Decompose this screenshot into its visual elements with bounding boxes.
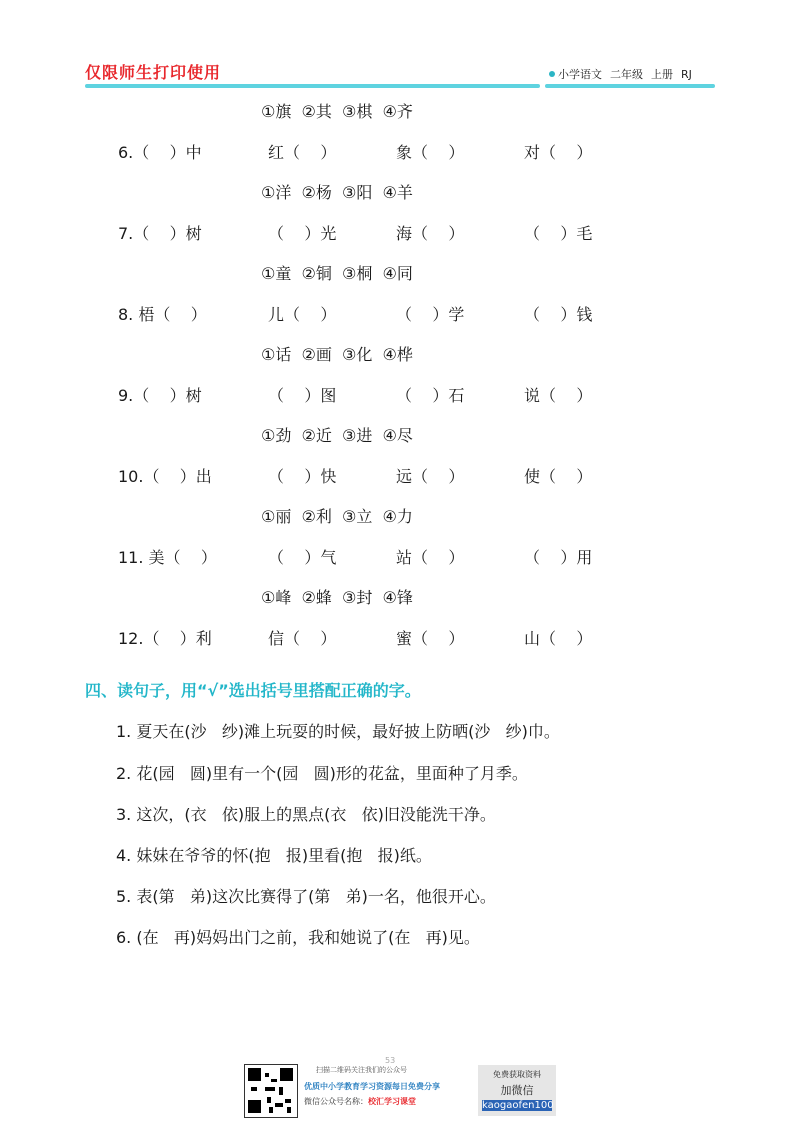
- print-restriction-label: 仅限师生打印使用: [85, 63, 222, 82]
- question-item: 8. 梧（ ）: [118, 305, 207, 324]
- question-item: 10.（ ）出: [118, 467, 212, 486]
- options-row: ①童 ②铜 ③桐 ④同: [261, 264, 413, 283]
- scan-qr-text: 扫描二维码关注我们的公众号: [316, 1066, 407, 1074]
- question-blank: 远（ ）: [396, 467, 465, 486]
- question-blank: 站（ ）: [396, 548, 465, 567]
- grade-label: 二年级: [610, 68, 643, 81]
- header-book-info: [549, 66, 692, 82]
- question-blank: （ ）快: [268, 467, 337, 486]
- question-blank: （ ）用: [524, 548, 593, 567]
- question-blank: （ ）钱: [524, 305, 593, 324]
- promo-text: 优质中小学教育学习资源每日免费分享: [304, 1082, 440, 1091]
- question-item: 6.（ ）中: [118, 143, 202, 162]
- question-blank: （ ）学: [396, 305, 465, 324]
- options-row: ①丽 ②利 ③立 ④力: [261, 507, 413, 526]
- question-item: 9.（ ）树: [118, 386, 202, 405]
- section-4-heading: 四、读句子，用“√”选出括号里搭配正确的字。: [85, 681, 421, 700]
- options-row: ①劲 ②近 ③进 ④尽: [261, 426, 413, 445]
- question-blank: （ ）毛: [524, 224, 593, 243]
- sentence-item: 2. 花(园 圆)里有一个(园 圆)形的花盆，里面种了月季。: [116, 764, 528, 783]
- sentence-item: 1. 夏天在(沙 纱)滩上玩耍的时候，最好披上防晒(沙 纱)巾。: [116, 722, 560, 741]
- qr-code-icon: [244, 1064, 298, 1118]
- question-blank: （ ）光: [268, 224, 337, 243]
- page-number: 53: [385, 1056, 396, 1065]
- question-blank: 红（ ）: [268, 143, 337, 162]
- question-blank: 使（ ）: [524, 467, 593, 486]
- wechat-account-text: 微信公众号名称：校汇学习课堂: [304, 1097, 416, 1106]
- question-blank: 信（ ）: [268, 629, 337, 648]
- question-blank: 说（ ）: [524, 386, 593, 405]
- question-blank: 蜜（ ）: [396, 629, 465, 648]
- question-blank: （ ）石: [396, 386, 465, 405]
- header-divider-left: [85, 84, 540, 88]
- question-blank: 对（ ）: [524, 143, 593, 162]
- options-row: ①话 ②画 ③化 ④桦: [261, 345, 413, 364]
- add-wechat-label: 加微信: [500, 1084, 534, 1097]
- sentence-item: 3. 这次，(衣 依)服上的黑点(衣 依)旧没能洗干净。: [116, 805, 496, 824]
- wechat-id-label: kaogaofen100: [482, 1100, 554, 1111]
- volume-label: 上册: [651, 68, 673, 81]
- sentence-item: 4. 妹妹在爷爷的怀(抱 报)里看(抱 报)纸。: [116, 846, 432, 865]
- edition-label: RJ: [681, 68, 692, 81]
- sentence-item: 5. 表(第 弟)这次比赛得了(第 弟)一名，他很开心。: [116, 887, 496, 906]
- subject-label: 小学语文: [558, 68, 602, 81]
- question-blank: 象（ ）: [396, 143, 465, 162]
- header-divider-right: [545, 84, 715, 88]
- question-item: 11. 美（ ）: [118, 548, 217, 567]
- options-row: ①峰 ②蜂 ③封 ④锋: [261, 588, 413, 607]
- question-blank: 海（ ）: [396, 224, 465, 243]
- question-item: 7.（ ）树: [118, 224, 202, 243]
- bullet-icon: [549, 71, 555, 77]
- question-blank: 山（ ）: [524, 629, 593, 648]
- question-blank: （ ）图: [268, 386, 337, 405]
- question-blank: （ ）气: [268, 548, 337, 567]
- footer-promo: [240, 1056, 560, 1118]
- free-resources-label: 免费获取资料: [493, 1070, 541, 1079]
- options-row: ①旗 ②其 ③棋 ④齐: [261, 102, 413, 121]
- wechat-contact-box: [478, 1065, 556, 1116]
- sentence-item: 6. (在 再)妈妈出门之前，我和她说了(在 再)见。: [116, 928, 480, 947]
- question-item: 12.（ ）利: [118, 629, 212, 648]
- options-row: ①洋 ②杨 ③阳 ④羊: [261, 183, 413, 202]
- question-blank: 儿（ ）: [268, 305, 337, 324]
